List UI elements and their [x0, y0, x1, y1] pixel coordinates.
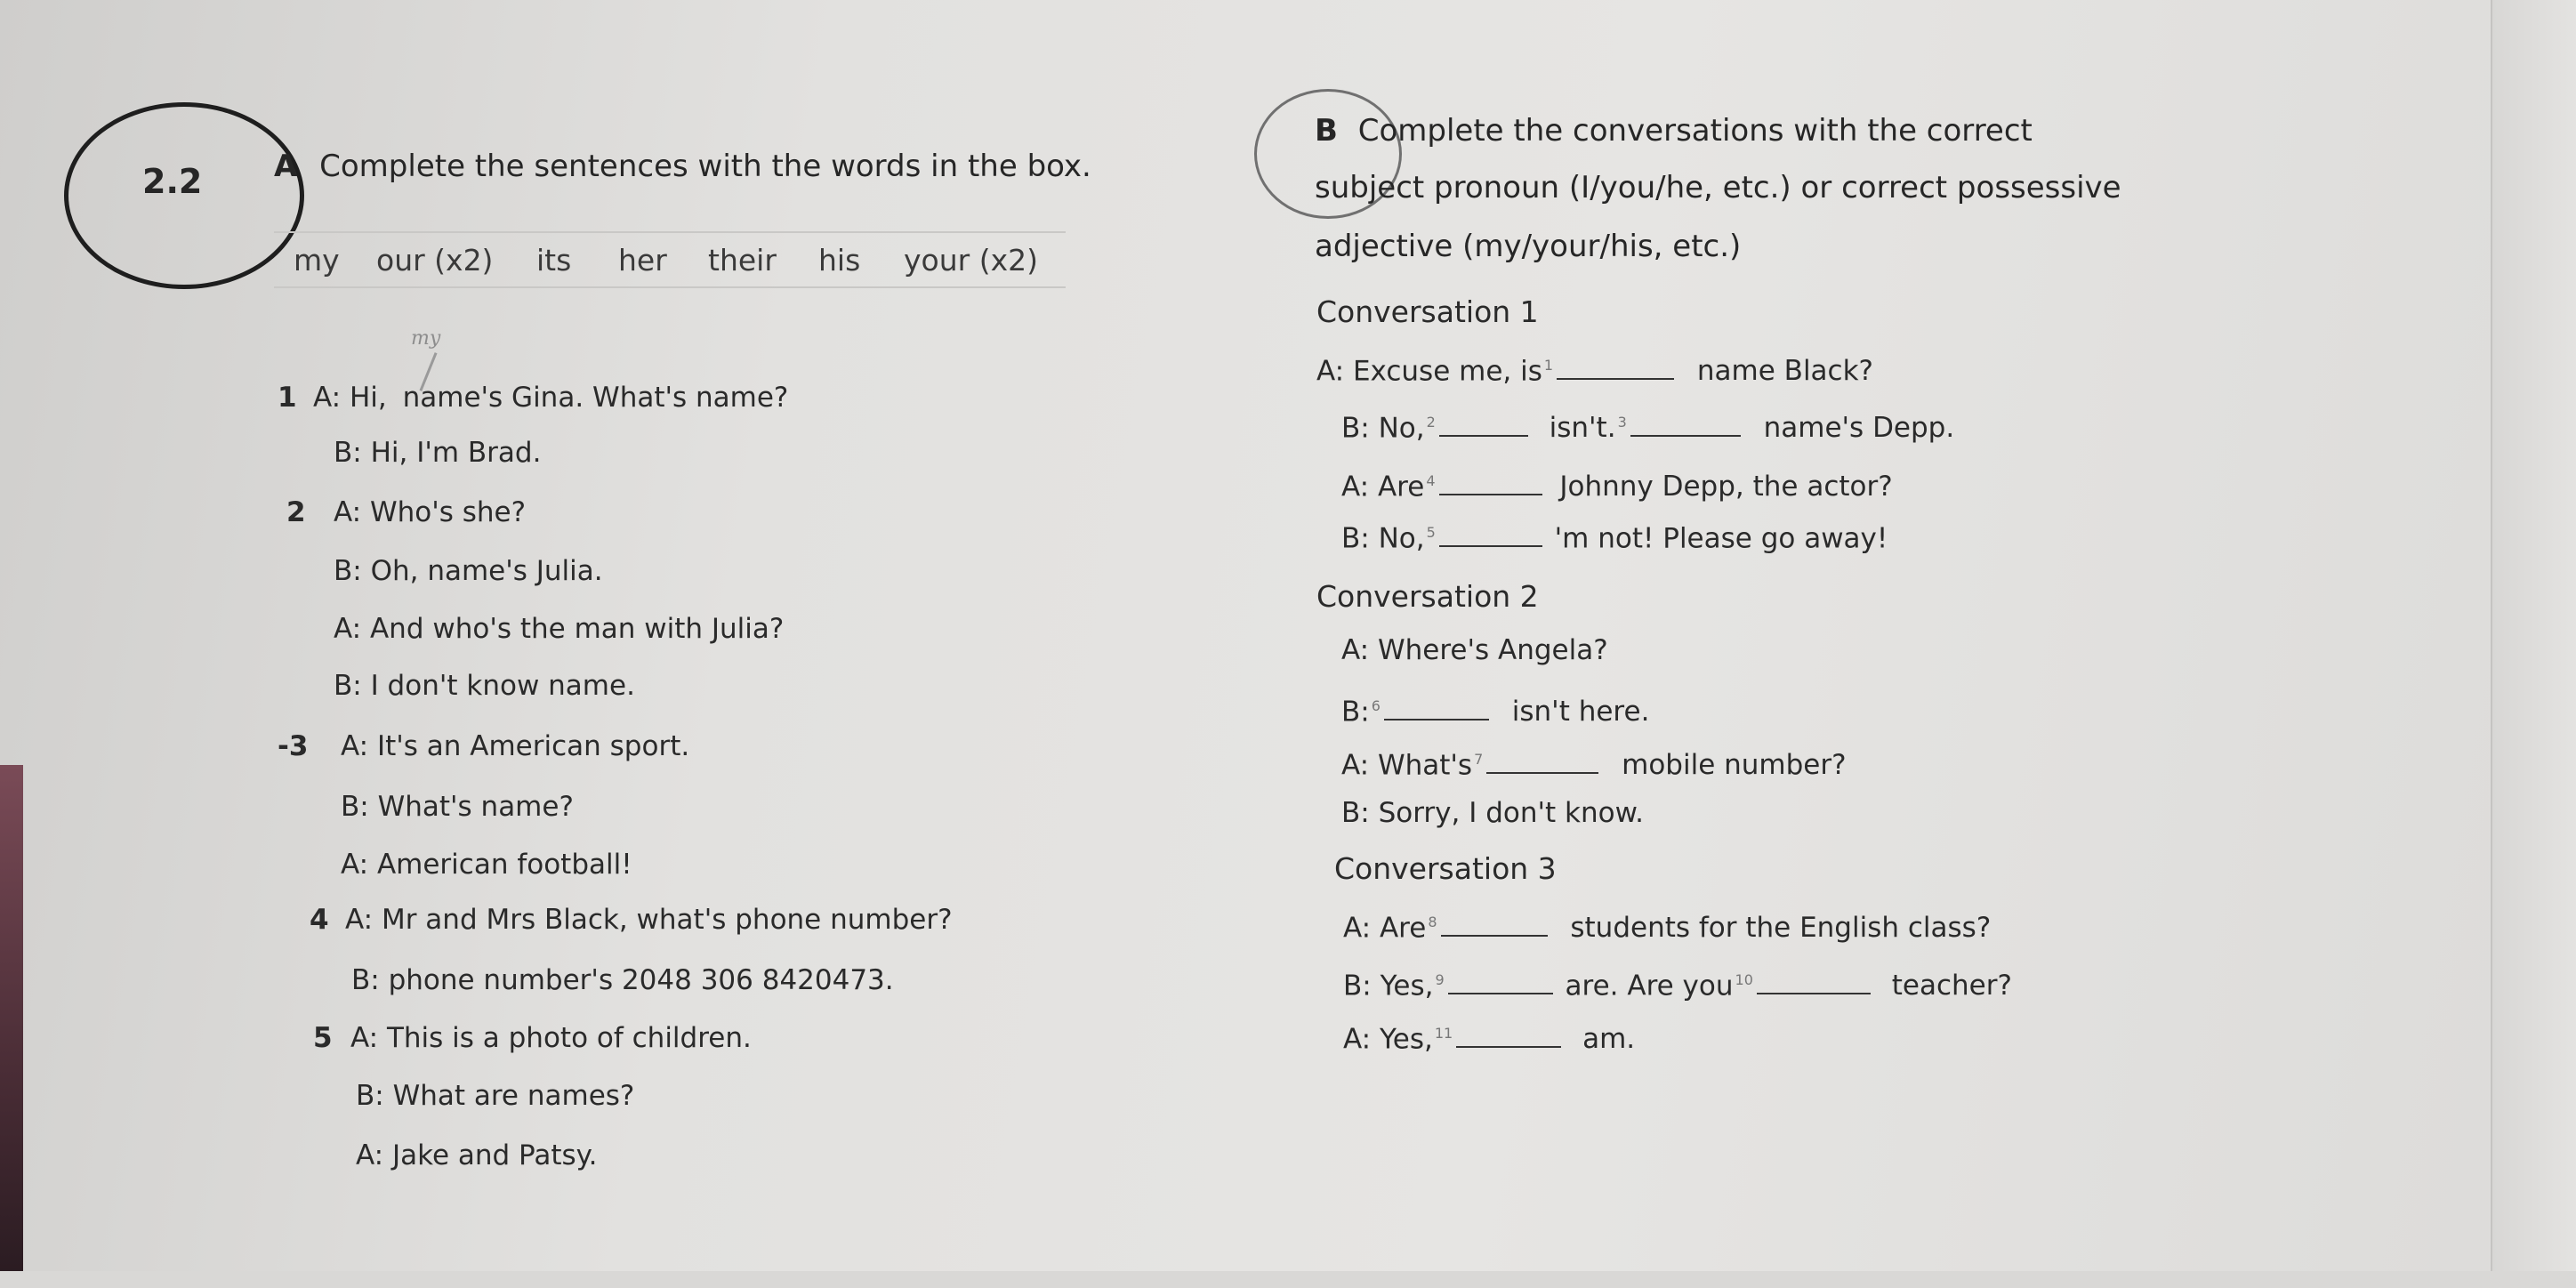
- answer-blank[interactable]: [1630, 412, 1741, 437]
- part-a-header: [274, 149, 1091, 183]
- item-line: B: What's name?: [341, 791, 574, 823]
- answer-blank[interactable]: [1448, 970, 1553, 994]
- item-line: A: Mr and Mrs Black, what's phone number?: [345, 904, 953, 936]
- item-line: B: What are names?: [356, 1080, 635, 1112]
- conversation-title: Conversation 1: [1316, 294, 1539, 329]
- conversation-line: B: Sorry, I don't know.: [1341, 797, 1644, 829]
- item-line: A: Who's she?: [334, 496, 527, 528]
- part-b-instruction: subject pronoun (I/you/he, etc.) or correct possessive: [1315, 170, 2121, 205]
- answer-blank[interactable]: [1439, 522, 1542, 547]
- answer-blank[interactable]: [1757, 970, 1871, 994]
- word-box-item: his: [818, 243, 861, 278]
- part-b-letter: B: [1315, 113, 1338, 149]
- conversation-line: A: Are $^4$ Johnny Depp, the actor?: [1341, 471, 1893, 503]
- conversation-line: A: Yes, $^{11}$ am.: [1343, 1023, 1636, 1056]
- word-box-item: its: [536, 243, 572, 278]
- word-box-item: our (x2): [376, 243, 494, 278]
- item-line: B: phone number's 2048 306 8420473.: [351, 964, 894, 996]
- conversation-line: B: No, $^5$ 'm not! Please go away!: [1341, 522, 1888, 555]
- answer-blank[interactable]: [1456, 1023, 1561, 1048]
- item-line: A: Jake and Patsy.: [356, 1139, 598, 1171]
- table-edge: [0, 765, 23, 1271]
- answer-blank[interactable]: [1441, 912, 1548, 937]
- item-line: B: I don't know name.: [334, 670, 635, 702]
- conversation-line: A: Where's Angela?: [1341, 634, 1608, 666]
- item-line: A: Hi, name's Gina. What's name?: [313, 382, 789, 414]
- answer-blank[interactable]: [1439, 471, 1542, 495]
- item-number: 1: [278, 382, 297, 414]
- item-line: A: And who's the man with Julia?: [334, 613, 785, 645]
- answer-blank[interactable]: [1439, 412, 1528, 437]
- word-box-item: their: [708, 243, 777, 278]
- item-line: A: This is a photo of children.: [350, 1022, 752, 1054]
- conversation-line: B: Yes, $^9$ are. Are you $^{10}$ teacher?: [1343, 970, 2012, 1002]
- answer-blank[interactable]: [1557, 355, 1674, 380]
- adjacent-page-tabs: [2491, 0, 2576, 1271]
- conversation-title: Conversation 3: [1334, 851, 1557, 886]
- word-box: [274, 231, 1066, 288]
- item-line: B: Oh, name's Julia.: [334, 555, 603, 587]
- handwritten-answer: my: [411, 327, 441, 350]
- word-box-item: my: [294, 243, 340, 278]
- conversation-line: A: Are $^8$ students for the English class?: [1343, 912, 1992, 945]
- exercise-number: 2.2: [142, 162, 203, 201]
- item-line: A: American football!: [341, 849, 632, 881]
- conversation-line: A: What's $^7$ mobile number?: [1341, 749, 1847, 782]
- conversation-line: B: $^6$ isn't here.: [1341, 696, 1650, 729]
- item-number: 5: [313, 1022, 333, 1054]
- part-b-instruction: adjective (my/your/his, etc.): [1315, 229, 1742, 264]
- part-a-instruction: Complete the sentences with the words in the box.: [319, 149, 1091, 184]
- item-line: B: Hi, I'm Brad.: [334, 437, 542, 469]
- part-a-letter: A: [274, 149, 298, 184]
- word-box-item: her: [618, 243, 667, 278]
- conversation-line: A: Excuse me, is $^1$ name Black?: [1316, 355, 1874, 388]
- item-number: -3: [278, 730, 309, 762]
- item-line: A: It's an American sport.: [341, 730, 690, 762]
- conversation-title: Conversation 2: [1316, 579, 1539, 614]
- part-b-header: [1315, 114, 2033, 148]
- part-b-instruction: Complete the conversations with the correct: [1357, 113, 2033, 149]
- answer-blank[interactable]: [1384, 696, 1489, 720]
- conversation-line: B: No, $^2$ isn't. $^3$ name's Depp.: [1341, 412, 1955, 445]
- answer-blank[interactable]: [1486, 749, 1598, 774]
- word-box-item: your (x2): [904, 243, 1038, 278]
- item-number: 4: [310, 904, 329, 936]
- item-number: 2: [286, 496, 306, 528]
